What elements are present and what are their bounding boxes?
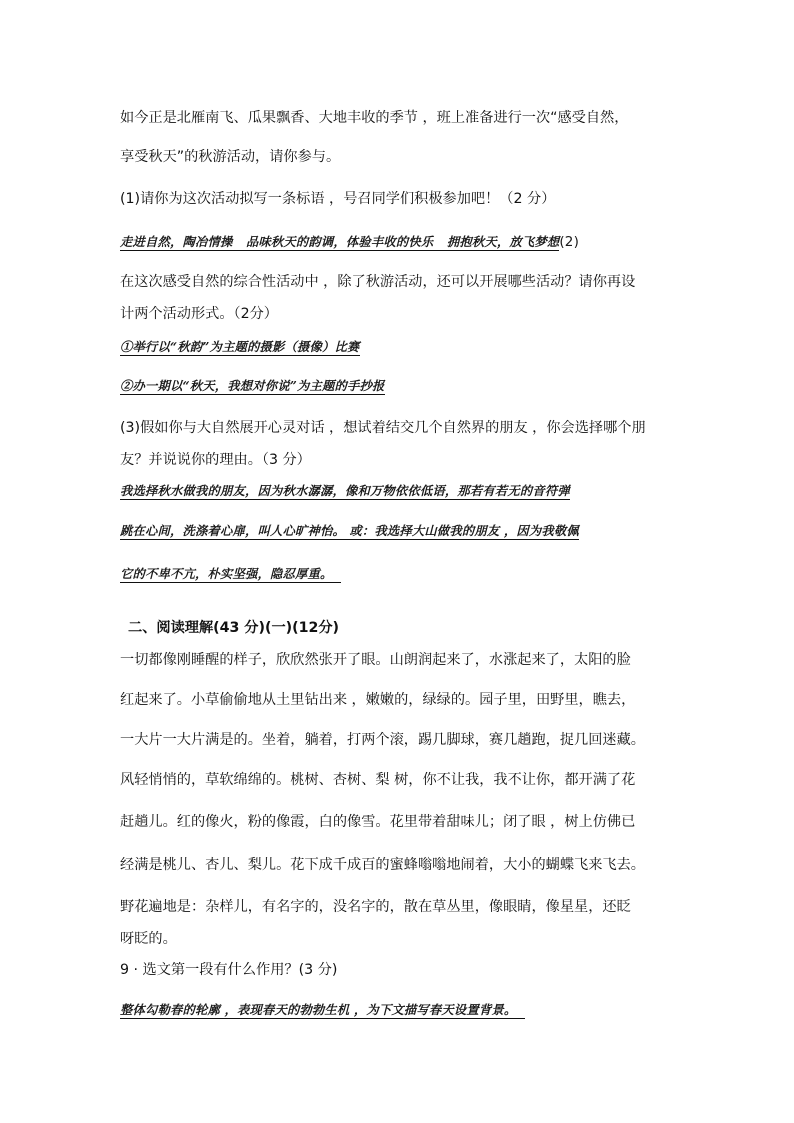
question-9-answer <box>120 1001 525 1019</box>
question-1-answer <box>120 233 579 251</box>
question-9-prompt: 9 · 选文第一段有什么作用？(3 分) <box>120 962 338 978</box>
friend-answer-3: 它的不卑不亢，朴实坚强，隐忍厚重。 <box>120 566 333 581</box>
passage-line: 经满是桃儿、杏儿、梨儿。花下成千成百的蜜蜂嗡嗡地闹着，大小的蝴蝶飞来飞去。 <box>120 857 645 873</box>
intro-line-2: 享受秋天”的秋游活动，请你参与。 <box>120 149 341 165</box>
passage-line: 一切都像刚睡醒的样子，欣欣然张开了眼。山朗润起来了，水涨起来了，太阳的脸 <box>120 652 631 668</box>
activity-answer-1: ①举行以“秋韵”为主题的摄影（摄像）比赛 <box>120 339 360 354</box>
passage-line: 野花遍地是：杂样儿，有名字的，没名字的，散在草丛里，像眼睛，像星星，还眨 <box>120 899 631 915</box>
question-2-prompt-line-1: 在这次感受自然的综合性活动中 ，除了秋游活动，还可以开展哪些活动？请你再设 <box>120 274 636 290</box>
question-3-answer-line-3 <box>120 565 341 583</box>
friend-answer-2: 跳在心间，洗涤着心扉，叫人心旷神怡。 或：我选择大山做我的朋友 ，因为我敬佩 <box>120 523 579 538</box>
slogan-answer-b: 品味秋天的韵调，体验丰收的快乐 <box>245 234 434 249</box>
slogan-answer-a: 走进自然，陶冶情操 <box>120 234 233 249</box>
section-2-heading: 二、阅读理解(43 分)(一)(12分) <box>128 620 340 636</box>
question-2-answer-1 <box>120 338 360 356</box>
question-3-prompt-line-1: (3)假如你与大自然展开心灵对话 ，想试着结交几个自然界的朋友 ，你会选择哪个朋 <box>120 420 646 436</box>
activity-answer-2: ②办一期以“秋天，我想对你说”为主题的手抄报 <box>120 378 385 393</box>
question-1-prompt: (1)请你为这次活动拟写一条标语 ，号召同学们积极参加吧！（2 分） <box>120 191 556 207</box>
passage-line: 赶趟儿。红的像火，粉的像霞，白的像雪。花里带着甜味儿；闭了眼 ，树上仿佛已 <box>120 814 636 830</box>
slogan-answer-c: 拥抱秋天，放飞梦想 <box>446 234 560 249</box>
passage-line: 一大片一大片满是的。坐着，躺着，打两个滚，踢几脚球，赛几趟跑，捉几回迷藏。 <box>120 732 645 748</box>
question-2-prompt-line-2: 计两个活动形式。（2分） <box>120 306 278 322</box>
friend-answer-1: 我选择秋水做我的朋友，因为秋水潺潺，像和万物依依低语，那若有若无的音符弹 <box>120 483 570 498</box>
question-2-answer-2 <box>120 377 385 395</box>
purpose-answer: 整体勾勒春的轮廓 ，表现春天的勃勃生机 ，为下文描写春天设置背景。 <box>120 1002 517 1017</box>
intro-line-1: 如今正是北雁南飞、瓜果飘香、大地丰收的季节 ，班上准备进行一次“感受自然， <box>120 110 629 126</box>
question-3-prompt-line-2: 友？并说说你的理由。（3 分） <box>120 452 311 468</box>
question-3-answer-line-2 <box>120 522 579 540</box>
passage-line: 风轻悄悄的，草软绵绵的。桃树、杏树、梨 树，你不让我，我不让你，都开满了花 <box>120 772 636 788</box>
question-2-marker: (2) <box>559 234 580 250</box>
passage-line: 红起来了。小草偷偷地从土里钻出来 ，嫩嫩的，绿绿的。园子里，田野里，瞧去， <box>120 692 636 708</box>
question-3-answer-line-1 <box>120 482 570 500</box>
passage-line: 呀眨的。 <box>120 931 177 947</box>
